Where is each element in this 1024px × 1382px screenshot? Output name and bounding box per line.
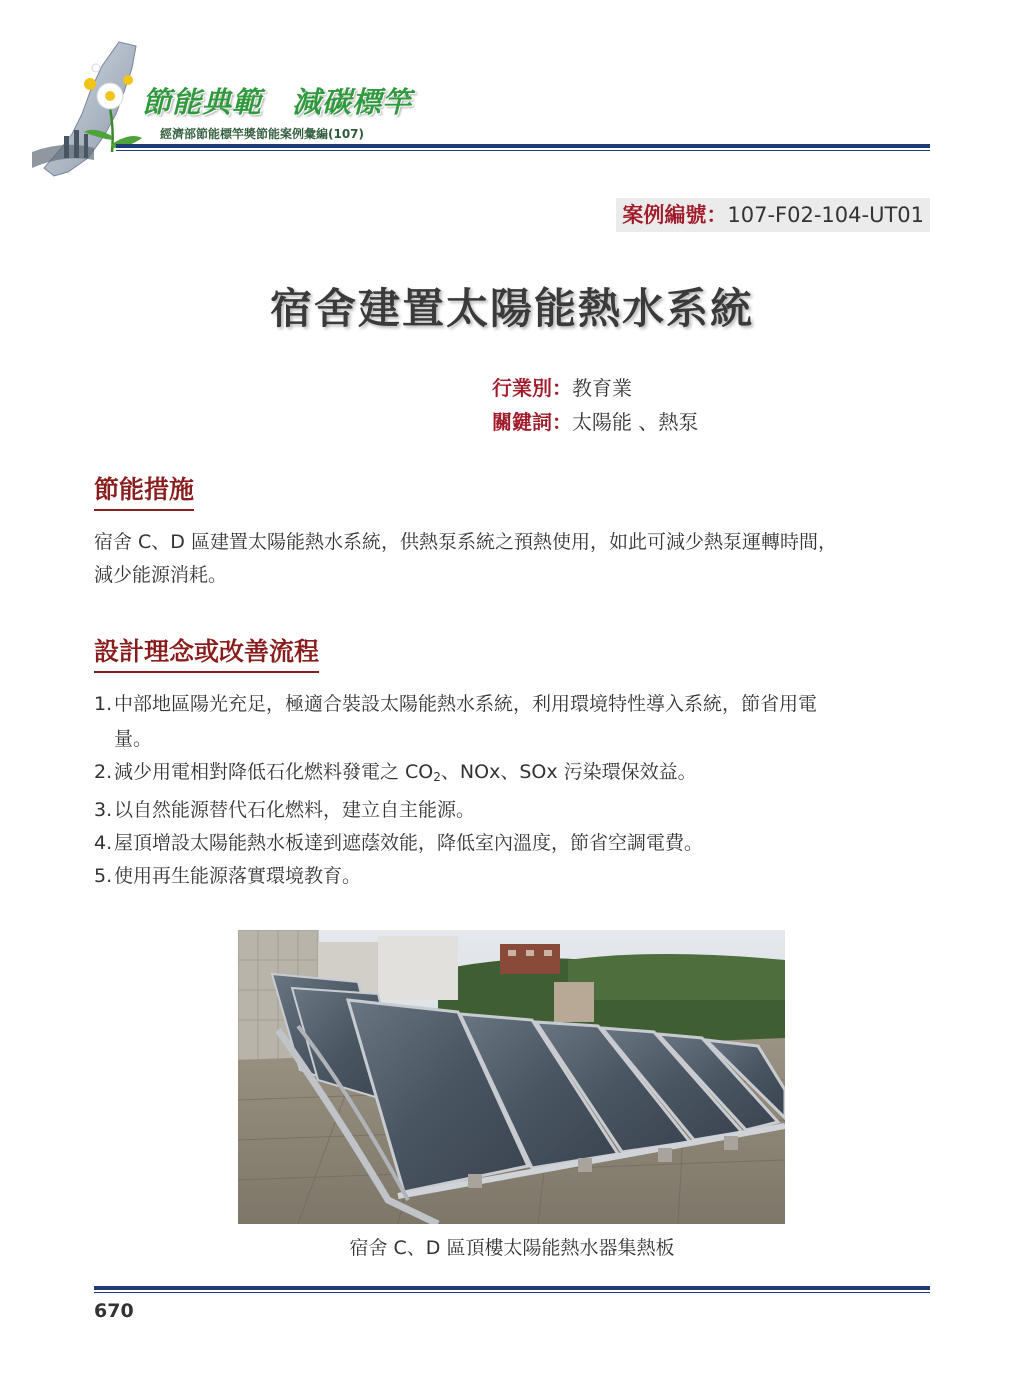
measures-paragraph — [94, 526, 934, 592]
list-item-text: 使用再生能源落實環境教育。 — [114, 865, 362, 887]
design-list — [94, 688, 934, 893]
list-item-text: 屋頂增設太陽能熱水板達到遮蔭效能，降低室內溫度，節省空調電費。 — [114, 832, 704, 854]
case-number-value: 107-F02-104-UT01 — [727, 203, 924, 227]
list-item-text: 減少用電相對降低石化燃料發電之 CO — [114, 761, 434, 783]
list-item-text: 中部地區陽光充足，極適合裝設太陽能熱水系統，利用環境特性導入系統，節省用電 — [114, 693, 818, 715]
keywords-value: 太陽能 、熱泵 — [572, 410, 699, 434]
list-item — [94, 688, 934, 756]
page-title: 宿舍建置太陽能熱水系統 — [269, 284, 754, 333]
co2-subscript: 2 — [433, 770, 441, 784]
keywords-meta — [492, 406, 698, 435]
series-subtitle: 經濟部節能標竿獎節能案例彙編(107) — [160, 127, 365, 141]
case-number-badge — [616, 198, 930, 232]
industry-label: 行業別： — [492, 376, 572, 400]
industry-value: 教育業 — [572, 376, 632, 400]
list-item-text: 以自然能源替代石化燃料，建立自主能源。 — [114, 799, 476, 821]
list-item-text-cont: 、NOx、SOx 污染環保效益。 — [440, 761, 697, 783]
list-number: 1. — [94, 693, 113, 715]
series-title: 節能典範 減碳標竿 — [142, 85, 413, 119]
section-heading-measures: 節能措施 — [94, 470, 194, 511]
industry-meta — [492, 372, 632, 401]
header-rule — [116, 144, 930, 148]
header-rule-thin — [116, 150, 930, 151]
list-item — [94, 827, 934, 860]
list-number: 5. — [94, 865, 113, 887]
keywords-label: 關鍵詞： — [492, 410, 572, 434]
list-item-text-cont: 量。 — [114, 728, 153, 750]
footer-rule-thin — [94, 1292, 930, 1293]
footer-rule — [94, 1286, 930, 1290]
section-heading-design: 設計理念或改善流程 — [94, 632, 319, 673]
page-number: 670 — [94, 1300, 134, 1322]
measures-line-1: 宿舍 C、D 區建置太陽能熱水系統，供熱泵系統之預熱使用，如此可減少熱泵運轉時間， — [94, 531, 837, 553]
figure-caption: 宿舍 C、D 區頂樓太陽能熱水器集熱板 — [349, 1237, 675, 1259]
list-number: 3. — [94, 799, 113, 821]
list-number: 4. — [94, 832, 113, 854]
measures-line-2: 減少能源消耗。 — [94, 564, 228, 586]
list-item — [94, 756, 934, 794]
list-number: 2. — [94, 761, 113, 783]
solar-panels-photo — [238, 930, 785, 1224]
list-item — [94, 860, 934, 893]
list-item — [94, 794, 934, 827]
case-number-label: 案例編號： — [622, 203, 728, 227]
